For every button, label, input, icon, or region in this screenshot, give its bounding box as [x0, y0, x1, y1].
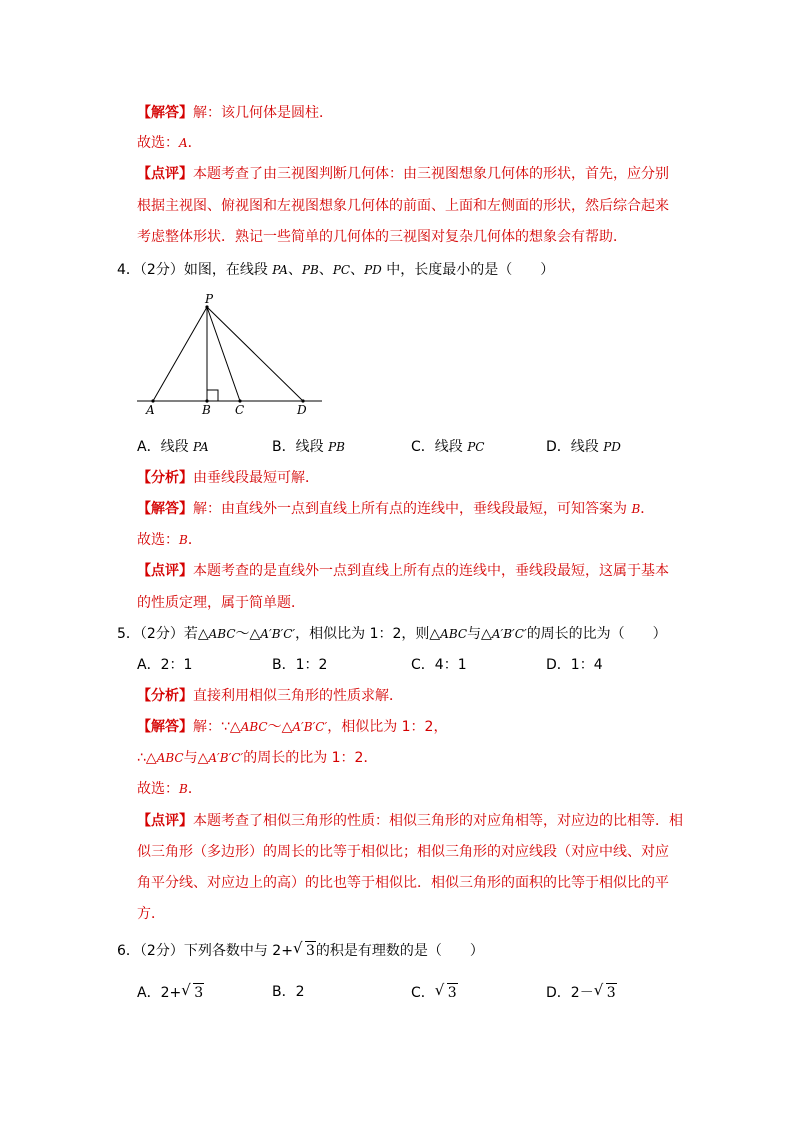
- q3-comment-line-1: [137, 165, 669, 183]
- q3-comment-line-2: 根据主视图、俯视图和左视图想象几何体的前面、上面和左侧面的形状，然后综合起来: [137, 198, 669, 214]
- segment-pa-line: [153, 307, 207, 401]
- option-math: PC: [467, 440, 485, 454]
- triangle-abc: ABC: [440, 627, 468, 641]
- perpendicular-segments-figure: [137, 290, 327, 420]
- option-letter: D．: [546, 985, 571, 1001]
- triangle-abc: ABC: [156, 751, 184, 765]
- option-letter: B．: [272, 984, 296, 1000]
- q4-option-a[interactable]: [137, 438, 209, 456]
- stem-text: 若△: [183, 626, 209, 642]
- q4-comment-line-1: [137, 562, 669, 580]
- sqrt-symbol: √ 3: [434, 981, 457, 1001]
- answer-text: ，相似比为 1：2，: [327, 719, 448, 735]
- comment-text: 本题考查了相似三角形的性质：相似三角形的对应角相等，对应边的比相等．相: [193, 813, 683, 829]
- q5-choice-line: [137, 780, 202, 798]
- separator: 、: [350, 262, 365, 278]
- q3-answer-line: [137, 104, 333, 122]
- q6-option-b[interactable]: [272, 983, 305, 1001]
- q5-option-d[interactable]: [546, 656, 603, 674]
- choice-answer: A: [179, 136, 188, 150]
- q4-option-c[interactable]: [411, 438, 485, 456]
- question-number: 4．: [117, 262, 140, 278]
- segment-pb: PB: [301, 263, 319, 277]
- label-c: C: [235, 403, 245, 417]
- choice-answer: B: [179, 782, 188, 796]
- q6-option-a[interactable]: [137, 983, 204, 1002]
- radicand: 3: [447, 985, 457, 1001]
- option-text: 线段: [570, 439, 604, 455]
- q4-analysis-line: [137, 469, 319, 487]
- label-p: P: [205, 292, 214, 306]
- q5-answer-line: [137, 718, 447, 736]
- option-math: PD: [603, 440, 621, 454]
- segment-pd: PD: [364, 263, 382, 277]
- stem-text: 如图，在线段: [183, 262, 273, 278]
- question-number: 6．: [117, 943, 140, 959]
- option-letter: C．: [411, 985, 435, 1001]
- question-score: （2分）: [139, 626, 184, 642]
- option-letter: A．: [137, 985, 161, 1001]
- therefore-text: 的周长的比为 1：2．: [243, 750, 378, 766]
- option-text: 2－: [570, 985, 594, 1001]
- q4-option-d[interactable]: [546, 438, 621, 456]
- separator: 、: [318, 262, 333, 278]
- q6-stem: [117, 941, 484, 960]
- option-math: PA: [193, 440, 209, 454]
- question-score: （2分）: [139, 943, 184, 959]
- option-text: 1：4: [570, 657, 603, 673]
- choice-suffix: ．: [187, 781, 202, 797]
- right-angle-mark: [207, 390, 218, 401]
- option-text: 1：2: [295, 657, 328, 673]
- radicand: 3: [305, 943, 315, 959]
- sqrt-symbol: √ 3: [593, 981, 616, 1001]
- option-letter: B．: [272, 657, 296, 673]
- sqrt-symbol: √ 3: [292, 939, 315, 959]
- option-letter: C．: [411, 657, 435, 673]
- q4-comment-line-2: 的性质定理，属于简单题．: [137, 595, 305, 611]
- q5-comment-line-1: [137, 812, 683, 830]
- analysis-tag: 【分析】: [137, 470, 193, 486]
- comment-tag: 【点评】: [137, 813, 193, 829]
- stem-text: 与△: [467, 626, 492, 642]
- q4-option-b[interactable]: [272, 438, 345, 456]
- question-score: （2分）: [139, 262, 184, 278]
- option-text: 4：1: [434, 657, 467, 673]
- label-a: A: [146, 403, 155, 417]
- option-text: 线段: [160, 439, 194, 455]
- analysis-tag: 【分析】: [137, 688, 193, 704]
- segment-pc-line: [207, 307, 240, 401]
- triangle-abc: ABC: [208, 627, 236, 641]
- analysis-text: 由垂线段最短可解．: [193, 470, 319, 486]
- option-text: 线段: [295, 439, 329, 455]
- option-text: 2：1: [160, 657, 193, 673]
- triangle-abc: ABC: [240, 720, 268, 734]
- option-letter: A．: [137, 657, 161, 673]
- option-math: PB: [328, 440, 345, 454]
- comment-tag: 【点评】: [137, 563, 193, 579]
- choice-prefix: 故选：: [137, 532, 179, 548]
- choice-prefix: 故选：: [137, 781, 179, 797]
- option-text: 2+: [160, 985, 182, 1001]
- q3-choice-line: [137, 134, 202, 152]
- choice-prefix: 故选：: [137, 135, 179, 151]
- answer-letter: B: [631, 502, 641, 516]
- answer-text: 解：该几何体是圆柱．: [193, 105, 333, 121]
- answer-tag: 【解答】: [137, 719, 193, 735]
- stem-text: ～△: [235, 626, 261, 642]
- stem-text: 的周长的比为（ ）: [526, 626, 667, 642]
- segment-pd-line: [207, 307, 303, 401]
- triangle-abc-prime: A′B′C′: [260, 627, 296, 641]
- option-letter: D．: [546, 439, 571, 455]
- q6-option-d[interactable]: [546, 983, 617, 1002]
- option-letter: B．: [272, 439, 296, 455]
- answer-tag: 【解答】: [137, 501, 193, 517]
- comment-text: 本题考查了由三视图判断几何体：由三视图想象几何体的形状，首先，应分别: [193, 166, 669, 182]
- q5-option-a[interactable]: [137, 656, 192, 674]
- option-letter: C．: [411, 439, 435, 455]
- q5-option-c[interactable]: [411, 656, 467, 674]
- q4-stem: [117, 261, 554, 279]
- segment-pa: PA: [272, 263, 288, 277]
- answer-text: 解：∵△: [193, 719, 241, 735]
- stem-text: 的积是有理数的是（ ）: [315, 943, 484, 959]
- q6-option-c[interactable]: [411, 983, 458, 1002]
- label-d: D: [297, 403, 307, 417]
- answer-end: ．: [640, 501, 655, 517]
- therefore-text: 与△: [183, 750, 209, 766]
- option-text: 线段: [434, 439, 468, 455]
- q5-option-b[interactable]: [272, 656, 327, 674]
- analysis-text: 直接利用相似三角形的性质求解．: [193, 688, 403, 704]
- q4-choice-line: [137, 531, 202, 549]
- triangle-abc-prime: A′B′C′: [292, 720, 328, 734]
- q5-comment-line-3: 角平分线、对应边上的高）的比也等于相似比．相似三角形的面积的比等于相似比的平: [137, 875, 669, 891]
- triangle-abc-prime: A′B′C′: [208, 751, 244, 765]
- choice-suffix: ．: [187, 135, 202, 151]
- comment-tag: 【点评】: [137, 166, 193, 182]
- choice-suffix: ．: [187, 532, 202, 548]
- q5-analysis-line: [137, 687, 403, 705]
- answer-text: ～△: [267, 719, 293, 735]
- choice-answer: B: [179, 533, 188, 547]
- sqrt-symbol: √ 3: [181, 981, 204, 1001]
- option-letter: D．: [546, 657, 571, 673]
- radicand: 3: [194, 985, 204, 1001]
- stem-text: 下列各数中与 2+: [183, 943, 293, 959]
- triangle-abc-prime: A′B′C′: [491, 627, 527, 641]
- option-letter: A．: [137, 439, 161, 455]
- q3-comment-line-3: 考虑整体形状．熟记一些简单的几何体的三视图对复杂几何体的想象会有帮助．: [137, 229, 627, 245]
- segment-pc: PC: [332, 263, 351, 277]
- stem-text: ，相似比为 1：2，则△: [295, 626, 441, 642]
- q5-stem: [117, 625, 667, 643]
- q5-therefore-line: [137, 749, 377, 767]
- question-number: 5．: [117, 626, 140, 642]
- comment-text: 本题考查的是直线外一点到直线上所有点的连线中，垂线段最短，这属于基本: [193, 563, 669, 579]
- therefore-text: ∴△: [137, 750, 157, 766]
- q5-comment-line-2: 似三角形（多边形）的周长的比等于相似比；相似三角形的对应线段（对应中线、对应: [137, 844, 669, 860]
- separator: 、: [287, 262, 302, 278]
- answer-text: 解：由直线外一点到直线上所有点的连线中，垂线段最短，可知答案为: [193, 501, 632, 517]
- answer-tag: 【解答】: [137, 105, 193, 121]
- q4-answer-line: [137, 500, 654, 518]
- option-text: 2: [295, 984, 305, 1000]
- stem-text: 中，长度最小的是（ ）: [381, 262, 555, 278]
- label-b: B: [202, 403, 211, 417]
- q5-comment-line-4: 方．: [137, 906, 165, 922]
- radicand: 3: [606, 985, 616, 1001]
